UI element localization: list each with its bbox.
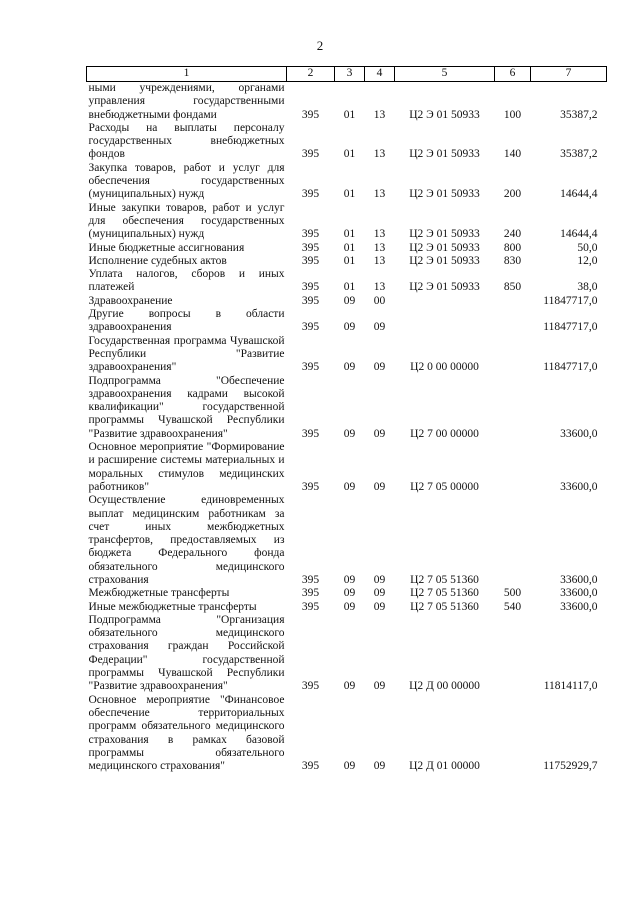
row-admin-code: 395 xyxy=(301,760,320,773)
row-expense-type: 500 xyxy=(503,587,522,600)
row-section: 01 xyxy=(343,188,356,201)
budget-table xyxy=(86,66,607,773)
row-section: 09 xyxy=(343,573,356,586)
row-name: Межбюджетные трансферты xyxy=(88,587,230,600)
row-name: Подпрограмма "Обеспечение здравоохранения кадрами высокой квалификации" государственной программы Чувашской Республики "Развитие здравоохранения" xyxy=(88,374,285,440)
table-row xyxy=(87,375,607,441)
table-row xyxy=(87,82,607,122)
row-section: 01 xyxy=(343,108,356,121)
row-subsection: 13 xyxy=(373,281,386,294)
row-target-article: Ц2 0 00 00000 xyxy=(410,361,479,374)
row-admin-code: 395 xyxy=(301,321,320,334)
row-expense-type xyxy=(495,335,531,375)
row-expense-type: 540 xyxy=(503,600,522,613)
row-expense-type xyxy=(495,441,531,494)
table-row xyxy=(87,694,607,774)
row-target-article: Ц2 Э 01 50933 xyxy=(409,188,480,201)
row-target-article: Ц2 Э 01 50933 xyxy=(409,228,480,241)
table-row xyxy=(87,441,607,494)
row-subsection: 13 xyxy=(373,254,386,267)
row-subsection: 09 xyxy=(373,573,386,586)
row-name: Основное мероприятие "Формирование и расширение системы материальных и моральных стимулов медицинских работников" xyxy=(88,441,285,493)
row-target-article: Ц2 Э 01 50933 xyxy=(409,241,480,254)
row-subsection: 13 xyxy=(373,108,386,121)
row-section: 09 xyxy=(343,480,356,493)
row-target-article: Ц2 Д 01 00000 xyxy=(409,760,480,773)
row-subsection: 09 xyxy=(373,321,386,334)
row-subsection: 09 xyxy=(373,600,386,613)
row-expense-type xyxy=(495,295,531,308)
row-expense-type: 100 xyxy=(503,108,522,121)
row-section: 09 xyxy=(343,321,356,334)
row-subsection: 09 xyxy=(373,427,386,440)
page-number: 2 xyxy=(316,38,324,53)
row-amount: 11847717,0 xyxy=(543,321,598,334)
row-name: Другие вопросы в области здравоохранения xyxy=(88,308,285,334)
row-expense-type xyxy=(495,375,531,441)
header-cell: 2 xyxy=(287,67,335,82)
row-target-article: Ц2 7 05 51360 xyxy=(410,573,479,586)
row-admin-code: 395 xyxy=(301,188,320,201)
row-amount: 11814117,0 xyxy=(543,680,598,693)
row-subsection: 13 xyxy=(373,228,386,241)
row-expense-type xyxy=(495,494,531,587)
table-row xyxy=(87,202,607,242)
row-amount: 35387,2 xyxy=(560,148,598,161)
row-name: ными учреждениями, органами управления государственными внебюджетными фондами xyxy=(88,82,285,121)
row-target-article: Ц2 Э 01 50933 xyxy=(409,254,480,267)
table-row xyxy=(87,162,607,202)
row-subsection: 09 xyxy=(373,760,386,773)
row-expense-type xyxy=(495,694,531,774)
table-row xyxy=(87,587,607,600)
row-amount: 35387,2 xyxy=(560,108,598,121)
row-expense-type: 240 xyxy=(503,228,522,241)
row-section: 09 xyxy=(343,600,356,613)
row-name: Подпрограмма "Организация обязательного медицинского страхования граждан Российской Федерации" государственной программы Чувашской Республики "Развитие здравоохранения" xyxy=(88,613,285,693)
row-target-article xyxy=(395,295,495,308)
table-row xyxy=(87,255,607,268)
row-admin-code: 395 xyxy=(301,108,320,121)
row-name: Иные бюджетные ассигнования xyxy=(88,241,245,254)
row-admin-code: 395 xyxy=(301,480,320,493)
row-section: 09 xyxy=(343,427,356,440)
row-admin-code: 395 xyxy=(301,294,320,307)
row-section: 09 xyxy=(343,294,356,307)
row-section: 09 xyxy=(343,587,356,600)
row-admin-code: 395 xyxy=(301,600,320,613)
row-subsection: 09 xyxy=(373,361,386,374)
row-name: Основное мероприятие "Финансовое обеспечение территориальных программ обязательного медицинского страхования в рамках базовой программы обязательного медицинского страхования" xyxy=(88,693,285,773)
row-subsection: 09 xyxy=(373,587,386,600)
row-amount: 38,0 xyxy=(577,281,598,294)
row-subsection: 13 xyxy=(373,241,386,254)
row-amount: 33600,0 xyxy=(560,427,598,440)
row-subsection: 13 xyxy=(373,148,386,161)
row-subsection: 00 xyxy=(373,294,386,307)
row-expense-type xyxy=(495,308,531,335)
row-admin-code: 395 xyxy=(301,573,320,586)
row-target-article: Ц2 Э 01 50933 xyxy=(409,108,480,121)
row-expense-type xyxy=(495,614,531,694)
row-subsection: 13 xyxy=(373,188,386,201)
row-target-article: Ц2 Д 00 00000 xyxy=(409,680,480,693)
header-cell: 4 xyxy=(365,67,395,82)
row-target-article: Ц2 7 05 00000 xyxy=(410,480,479,493)
row-amount: 14644,4 xyxy=(560,228,598,241)
header-row xyxy=(87,67,607,82)
row-section: 01 xyxy=(343,148,356,161)
header-cell: 7 xyxy=(531,67,607,82)
row-subsection: 09 xyxy=(373,680,386,693)
row-name: Здравоохранение xyxy=(88,294,173,307)
row-name: Исполнение судебных актов xyxy=(88,254,227,267)
row-admin-code: 395 xyxy=(301,148,320,161)
table-row xyxy=(87,122,607,162)
row-name: Осуществление единовременных выплат медицинским работникам за счет иных межбюджетных трансфертов, предоставляемых из бюджета Федерального фонда обязательного медицинского страхования xyxy=(88,494,285,586)
row-expense-type: 800 xyxy=(503,241,522,254)
row-expense-type: 830 xyxy=(503,254,522,267)
table-body xyxy=(87,82,607,774)
row-amount: 33600,0 xyxy=(560,600,598,613)
row-amount: 11847717,0 xyxy=(543,294,598,307)
row-section: 01 xyxy=(343,228,356,241)
row-admin-code: 395 xyxy=(301,228,320,241)
row-expense-type: 140 xyxy=(503,148,522,161)
row-name: Иные закупки товаров, работ и услуг для обеспечения государственных (муниципальных) нужд xyxy=(88,201,285,241)
row-name: Уплата налогов, сборов и иных платежей xyxy=(88,268,285,294)
row-amount: 11752929,7 xyxy=(543,760,598,773)
row-amount: 33600,0 xyxy=(560,480,598,493)
row-section: 09 xyxy=(343,680,356,693)
row-section: 01 xyxy=(343,254,356,267)
row-admin-code: 395 xyxy=(301,241,320,254)
row-expense-type: 850 xyxy=(503,281,522,294)
row-target-article: Ц2 7 05 51360 xyxy=(410,587,479,600)
table-row xyxy=(87,601,607,614)
row-name: Расходы на выплаты персоналу государственных внебюджетных фондов xyxy=(88,121,285,161)
row-expense-type: 200 xyxy=(503,188,522,201)
table-header xyxy=(87,67,607,82)
table-row xyxy=(87,335,607,375)
header-cell: 6 xyxy=(495,67,531,82)
row-name: Государственная программа Чувашской Республики "Развитие здравоохранения" xyxy=(88,334,285,374)
header-cell: 5 xyxy=(395,67,495,82)
header-cell: 3 xyxy=(335,67,365,82)
row-admin-code: 395 xyxy=(301,427,320,440)
row-target-article: Ц2 Э 01 50933 xyxy=(409,281,480,294)
table-row xyxy=(87,268,607,295)
row-admin-code: 395 xyxy=(301,680,320,693)
header-cell: 1 xyxy=(87,67,287,82)
row-amount: 50,0 xyxy=(577,241,598,254)
row-amount: 11847717,0 xyxy=(543,361,598,374)
row-name: Закупка товаров, работ и услуг для обеспечения государственных (муниципальных) нужд xyxy=(88,161,285,201)
row-admin-code: 395 xyxy=(301,587,320,600)
row-target-article: Ц2 7 05 51360 xyxy=(410,600,479,613)
row-target-article: Ц2 7 00 00000 xyxy=(410,427,479,440)
row-target-article xyxy=(395,308,495,335)
row-amount: 14644,4 xyxy=(560,188,598,201)
row-admin-code: 395 xyxy=(301,361,320,374)
row-amount: 33600,0 xyxy=(560,573,598,586)
row-section: 01 xyxy=(343,241,356,254)
table-row xyxy=(87,614,607,694)
row-subsection: 09 xyxy=(373,480,386,493)
table-row xyxy=(87,242,607,255)
row-target-article: Ц2 Э 01 50933 xyxy=(409,148,480,161)
row-name: Иные межбюджетные трансферты xyxy=(88,600,257,613)
table-row xyxy=(87,308,607,335)
row-section: 09 xyxy=(343,760,356,773)
row-section: 09 xyxy=(343,361,356,374)
row-admin-code: 395 xyxy=(301,254,320,267)
row-amount: 12,0 xyxy=(577,254,598,267)
row-amount: 33600,0 xyxy=(560,587,598,600)
table-row xyxy=(87,295,607,308)
row-admin-code: 395 xyxy=(301,281,320,294)
table-row xyxy=(87,494,607,587)
row-section: 01 xyxy=(343,281,356,294)
